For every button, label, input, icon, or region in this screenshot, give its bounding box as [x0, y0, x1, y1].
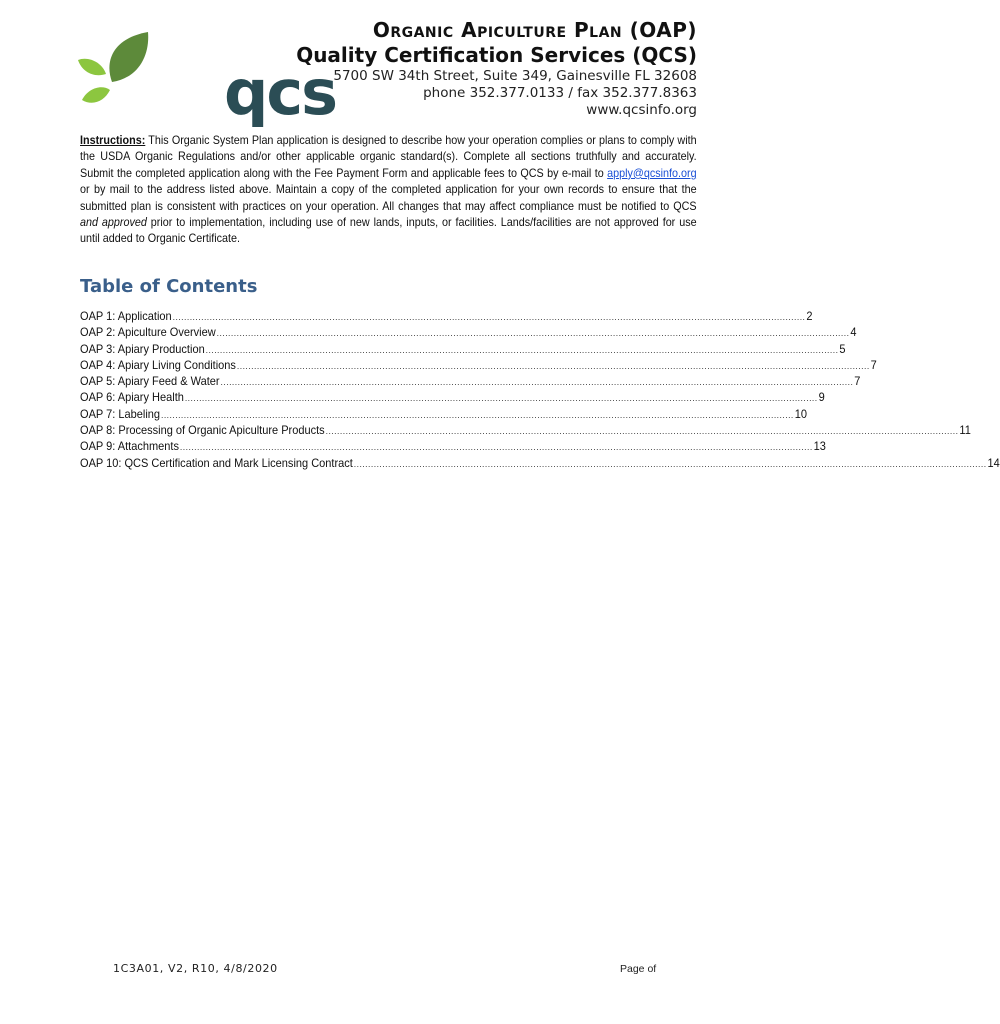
toc-entry-label: OAP 7: Labeling — [80, 407, 161, 421]
toc-entry-label: OAP 8: Processing of Organic Apiculture Products — [80, 424, 325, 438]
qcs-logo — [74, 30, 337, 129]
toc-entry-label: OAP 6: Apiary Health — [80, 391, 184, 405]
phone-fax-line: phone 352.377.0133 / fax 352.377.8363 — [423, 85, 697, 101]
document-title: Organic Apiculture Plan (OAP) — [372, 18, 697, 42]
toc-leader: .............................................................................................................................................................................................................................. — [325, 426, 959, 437]
website-line: www.qcsinfo.org — [586, 102, 697, 118]
toc-entry[interactable] — [80, 407, 807, 424]
organization-name: Quality Certification Services (QCS) — [296, 43, 697, 67]
toc-entry-page: 14 — [987, 456, 1000, 470]
toc-entry[interactable] — [80, 310, 813, 326]
toc-entry-page: 13 — [813, 440, 826, 454]
toc-entry[interactable] — [80, 342, 846, 359]
toc-leader: .............................................................................................................................................................................................................................. — [205, 344, 839, 355]
toc-leader: .............................................................................................................................................................................................................................. — [172, 312, 806, 322]
instructions-label: Instructions: — [80, 134, 146, 147]
address-line: 5700 SW 34th Street, Suite 349, Gainesville FL 32608 — [333, 68, 697, 84]
toc-heading: Table of Contents — [80, 276, 258, 297]
email-link[interactable]: apply@qcsinfo.org — [607, 166, 697, 180]
instructions-text-3: prior to implementation, including use of new lands, inputs, or facilities. Lands/facilities are not approved for use until added to Organic Certificate. — [80, 216, 697, 246]
page-number: Page of — [620, 963, 657, 975]
toc-leader: .............................................................................................................................................................................................................................. — [184, 393, 818, 404]
toc-entry[interactable] — [80, 326, 857, 342]
toc-entry[interactable] — [80, 456, 1000, 473]
toc-leader: .............................................................................................................................................................................................................................. — [160, 409, 794, 420]
toc-entry[interactable] — [80, 424, 971, 440]
leaf-icon — [74, 30, 154, 116]
toc-entry-label: OAP 3: Apiary Production — [80, 342, 205, 356]
toc-entry-label: OAP 4: Apiary Living Conditions — [80, 358, 236, 372]
toc-entry-label: OAP 2: Apiculture Overview — [80, 326, 216, 340]
toc-entry-page: 4 — [850, 326, 857, 340]
toc-entry-label: OAP 10: QCS Certification and Mark Licensing Contract — [80, 456, 353, 470]
toc-leader: .............................................................................................................................................................................................................................. — [179, 442, 813, 453]
toc-entry-label: OAP 9: Attachments — [80, 440, 179, 454]
toc-entry-page: 11 — [959, 424, 971, 438]
toc-entry[interactable] — [80, 358, 877, 375]
document-code: 1C3A01, V2, R10, 4/8/2020 — [113, 962, 278, 975]
toc-entry[interactable] — [80, 375, 861, 391]
toc-entry[interactable] — [80, 391, 825, 407]
toc-entry[interactable] — [80, 440, 826, 456]
toc-entry-page: 5 — [839, 342, 846, 356]
toc-leader: .............................................................................................................................................................................................................................. — [216, 328, 850, 339]
instructions-text-2: or by mail to the address listed above. Maintain a copy of the completed application for your own records to ensure that the submitted plan is consistent with practices on your operation. All changes that may affect compliance must be notified to QCS — [80, 183, 697, 213]
toc-entry-page: 10 — [794, 407, 807, 421]
table-of-contents — [80, 310, 1000, 473]
toc-leader: .............................................................................................................................................................................................................................. — [353, 458, 987, 469]
toc-entry-label: OAP 1: Application — [80, 310, 172, 323]
header-block — [296, 18, 697, 119]
toc-entry-page: 9 — [818, 391, 825, 405]
instructions-paragraph — [80, 133, 697, 248]
toc-entry-page: 2 — [806, 310, 813, 323]
instructions-text-1: This Organic System Plan application is designed to describe how your operation complies or plans to comply with the USDA Organic Regulations and/or other applicable organic standard(s). Complete all sections truthfully and accurately. Submit the completed application along with the Fee Payment Form and applicable fees to QCS by e-mail to — [80, 134, 697, 180]
toc-leader: .............................................................................................................................................................................................................................. — [236, 360, 870, 371]
logo-wordmark: qcs — [224, 56, 337, 129]
toc-entry-page: 7 — [870, 358, 877, 372]
toc-entry-page: 7 — [854, 375, 861, 389]
toc-leader: .............................................................................................................................................................................................................................. — [220, 377, 854, 388]
instructions-emphasis: and approved — [80, 216, 147, 230]
toc-entry-label: OAP 5: Apiary Feed & Water — [80, 375, 220, 389]
